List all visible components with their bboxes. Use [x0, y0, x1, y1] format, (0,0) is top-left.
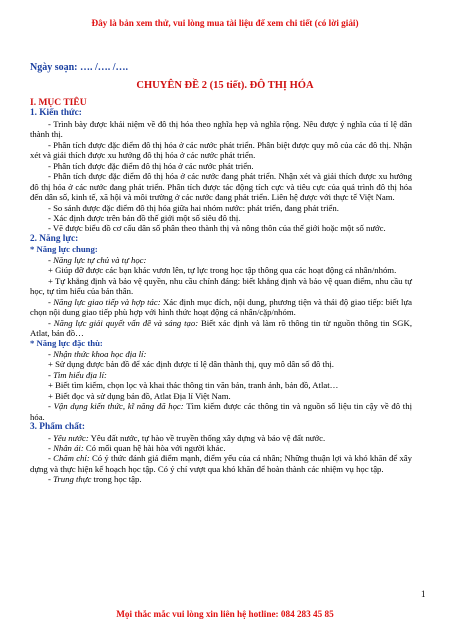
date-line: Ngày soạn: …. /…. /….: [30, 62, 129, 73]
document-body: [30, 98, 412, 485]
apply-text: Tìm kiếm được các thông tin và nguồn số liệu tin cậy về đô thị hóa.: [30, 401, 412, 422]
diligence-paragraph: [30, 453, 412, 474]
explore-item: + Biết tìm kiếm, chọn lọc và khai thác thông tin văn bản, tranh ảnh, bản đồ, Atlat…: [48, 380, 339, 391]
subheading-qualities: 3. Phẩm chất:: [30, 422, 86, 433]
knowledge-item: - Xác định được trên bản đồ thế giới một số siêu đô thị.: [48, 212, 241, 223]
honesty-paragraph: [30, 474, 412, 484]
honesty-text: trong học tập.: [91, 474, 142, 485]
kindness-paragraph: [30, 443, 412, 453]
page-number: 1: [421, 589, 426, 599]
knowledge-item: - Phân tích được đặc điểm đô thị hóa ở các nước đang phát triển. Nhận xét và giải thích được xu hướng đô thị hóa ở các nước đang phát triển. Phân tích được tác động tích cực và tiêu cực của quá trình đô thị hóa đến dân số, kinh tế, xã hội và môi trường ở các nước đang phát triển. Liên hệ được với thực tế Việt Nam.: [30, 171, 412, 203]
knowledge-item: - Trình bày được khái niệm về đô thị hóa theo nghĩa hẹp và nghĩa rộng. Nêu được ý nghĩa của tỉ lệ dân thành thị.: [30, 118, 412, 140]
diligence-text: Có ý thức đánh giá điểm mạnh, điểm yếu của cá nhân; Những thuận lợi và khó khăn để xây dựng và thực hiện kế hoạch học tập. Có ý chí vượt qua khó khăn để hoàn thành các nhiệm vụ học tập.: [30, 453, 413, 474]
problem-solving-paragraph: [30, 318, 412, 339]
problem-solving-label: - Năng lực giải quyết vấn đề và sáng tạo:: [48, 317, 199, 328]
hotline-banner: Mọi thắc mắc vui lòng xin liên hệ hotline: 084 283 45 85: [116, 609, 334, 619]
special-competence-heading: * Năng lực đặc thù:: [30, 338, 103, 349]
self-study-item: + Tự khẳng định và bảo vệ quyền, nhu cầu chính đáng: biết khẳng định và bảo vệ quan điểm, nhu cầu tự học, tự tìm hiểu của bản thân.: [30, 275, 412, 297]
explore-label: - Tìm hiểu địa lí:: [48, 369, 107, 380]
document-title: CHUYÊN ĐỀ 2 (15 tiết). ĐÔ THỊ HÓA: [136, 80, 314, 91]
general-competence-heading: * Năng lực chung:: [30, 244, 98, 255]
patriotism-text: Yêu đất nước, tự hào về truyền thống xây dựng và bảo vệ đất nước.: [88, 432, 326, 443]
preview-banner: Đây là bản xem thử, vui lòng mua tài liệu để xem chi tiết (có lời giải): [91, 18, 359, 28]
subheading-competence: 2. Năng lực:: [30, 233, 79, 244]
knowledge-item: - Phân tích được đặc điểm đô thị hóa ở các nước phát triển.: [48, 160, 254, 171]
explore-item: + Biết đọc và sử dụng bản đồ, Atlat Địa lí Việt Nam.: [48, 390, 231, 401]
knowledge-item: - Vẽ được biểu đồ cơ cấu dân số phân theo thành thị và nông thôn của thế giới hoặc một số nước.: [48, 223, 386, 234]
self-study-label: - Năng lực tự chủ và tự học:: [48, 254, 147, 265]
honesty-label: - Trung thực: [48, 474, 92, 485]
kindness-text: Có mối quan hệ hài hòa với người khác.: [83, 442, 226, 453]
knowledge-item: - So sánh được đặc điểm đô thị hóa giữa hai nhóm nước: phát triển, đang phát triển.: [48, 202, 339, 213]
subheading-knowledge: 1. Kiến thức:: [30, 108, 82, 119]
diligence-label: - Chăm chỉ:: [48, 453, 90, 464]
communication-text: Xác định mục đích, nội dung, phương tiện và thái độ giao tiếp: biết lựa chọn nội dung giao tiếp phù hợp với hình thức hoạt động cá nhân/cặp/nhóm.: [30, 296, 412, 318]
patriotism-label: - Yêu nước:: [48, 432, 89, 443]
apply-paragraph: [30, 401, 412, 422]
problem-solving-text: Biết xác định và làm rõ thông tin từ nguồn thông tin SGK, Atlat, bản đồ…: [30, 317, 412, 338]
apply-label: - Vận dụng kiến thức, kĩ năng đã học:: [48, 401, 184, 412]
communication-paragraph: [30, 297, 412, 318]
communication-label: - Năng lực giao tiếp và hợp tác:: [48, 296, 161, 307]
kindness-label: - Nhân ái:: [48, 442, 84, 453]
perception-item: + Sử dụng được bản đồ để xác định được tỉ lệ dân thành thị, quy mô dân số đô thị.: [48, 359, 334, 370]
section-heading-objectives: I. MỤC TIÊU: [30, 98, 87, 108]
knowledge-item: - Phân tích được đặc điểm đô thị hóa ở các nước phát triển. Phân biệt được quy mô của các đô thị. Nhận xét và giải thích được xu hướng đô thị hóa ở các nước phát triển.: [30, 139, 412, 161]
perception-label: - Nhận thức khoa học địa lí:: [48, 348, 147, 359]
patriotism-paragraph: [30, 433, 412, 443]
self-study-item: + Giúp đỡ được các bạn khác vươn lên, tự lực trong học tập thông qua các hoạt động cá nhân/nhóm.: [48, 265, 397, 276]
